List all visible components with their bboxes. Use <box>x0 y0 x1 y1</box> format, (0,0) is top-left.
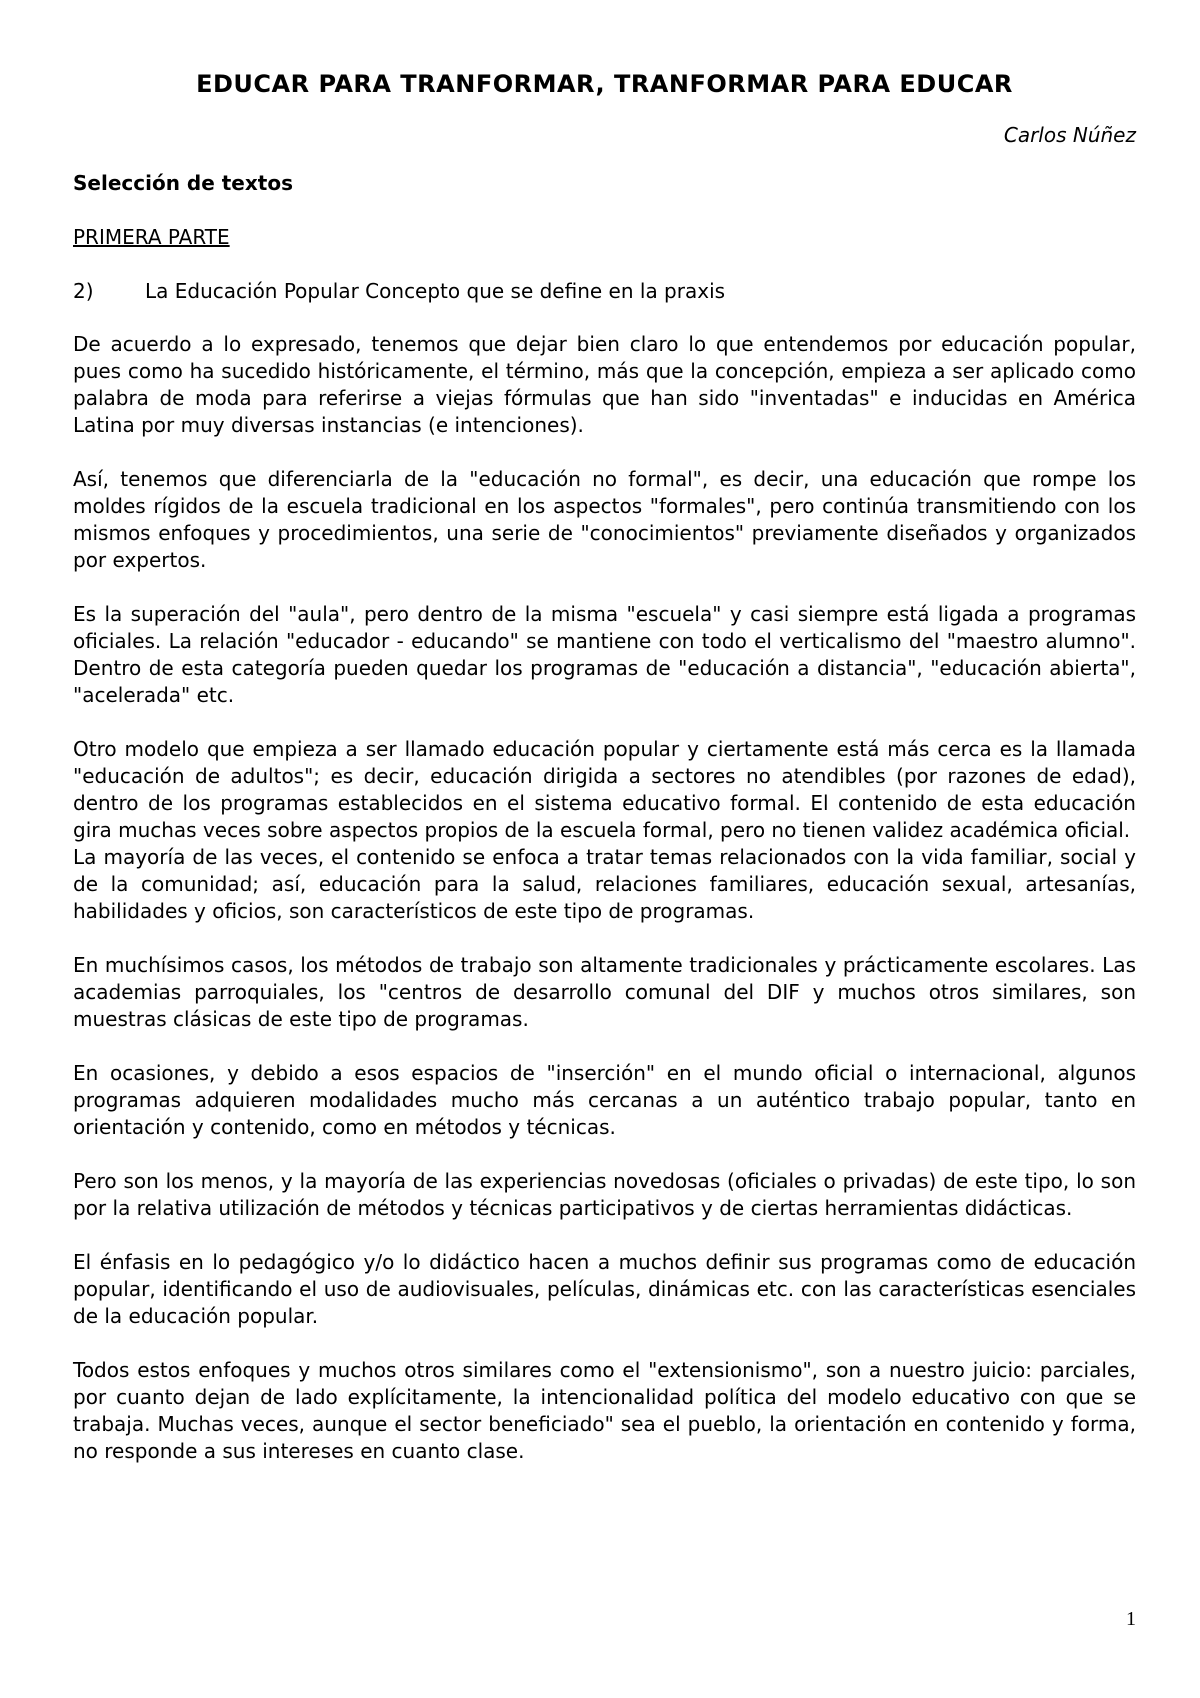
section-heading <box>73 278 1136 304</box>
document-title: EDUCAR PARA TRANFORMAR, TRANFORMAR PARA EDUCAR <box>196 70 1013 98</box>
paragraph-6: En muchísimos casos, los métodos de trabajo son altamente tradicionales y prácticamente escolares. Las academias parroquiales, los "centros de desarrollo comunal del DIF y muchos otros similares, son muestras clásicas de este tipo de programas. <box>73 953 1136 1031</box>
paragraph-4: Otro modelo que empieza a ser llamado educación popular y ciertamente está más cerca es la llamada "educación de adultos"; es decir, educación dirigida a sectores no atendibles (por razones de edad), dentro de los programas establecidos en el sistema educativo formal. El contenido de esta educación gira muchas veces sobre aspectos propios de la escuela formal, pero no tienen validez académica oficial. <box>73 737 1136 842</box>
paragraph-7: En ocasiones, y debido a esos espacios de "inserción" en el mundo oficial o internacional, algunos programas adquieren modalidades mucho más cercanas a un auténtico trabajo popular, tanto en orientación y contenido, como en métodos y técnicas. <box>73 1061 1136 1139</box>
section-title: La Educación Popular Concepto que se define en la praxis <box>145 279 726 303</box>
document-page <box>73 68 1136 1465</box>
paragraph-10: Todos estos enfoques y muchos otros similares como el "extensionismo", son a nuestro juicio: parciales, por cuanto dejan de lado explícitamente, la intencionalidad política del modelo educativo con que se trabaja. Muchas veces, aunque el sector beneficiado" sea el pueblo, la orientación en contenido y forma, no responde a sus intereses en cuanto clase. <box>73 1358 1136 1463</box>
author-name: Carlos Núñez <box>1003 123 1136 147</box>
page-number: 1 <box>1126 1608 1136 1630</box>
paragraph-9: El énfasis en lo pedagógico y/o lo didáctico hacen a muchos definir sus programas como de educación popular, identificando el uso de audiovisuales, películas, dinámicas etc. con las características esenciales de la educación popular. <box>73 1250 1136 1328</box>
section-number: 2) <box>73 279 94 303</box>
paragraph-3: Es la superación del "aula", pero dentro de la misma "escuela" y casi siempre está ligada a programas oficiales. La relación "educador - educando" se mantiene con todo el verticalismo del "maestro alumno". Dentro de esta categoría pueden quedar los programas de "educación a distancia", "educación abierta", "acelerada" etc. <box>73 602 1136 707</box>
paragraph-5: La mayoría de las veces, el contenido se enfoca a tratar temas relacionados con la vida familiar, social y de la comunidad; así, educación para la salud, relaciones familiares, educación sexual, artesanías, habilidades y oficios, son característicos de este tipo de programas. <box>73 845 1136 923</box>
paragraph-1: De acuerdo a lo expresado, tenemos que dejar bien claro lo que entendemos por educación popular, pues como ha sucedido históricamente, el término, más que la concepción, empieza a ser aplicado como palabra de moda para referirse a viejas fórmulas que han sido "inventadas" e inducidas en América Latina por muy diversas instancias (e intenciones). <box>73 332 1136 437</box>
selection-heading: Selección de textos <box>73 171 293 195</box>
paragraph-2: Así, tenemos que diferenciarla de la "educación no formal", es decir, una educación que rompe los moldes rígidos de la escuela tradicional en los aspectos "formales", pero continúa transmitiendo con los mismos enfoques y procedimientos, una serie de "conocimientos" previamente diseñados y organizados por expertos. <box>73 467 1136 572</box>
part-heading: PRIMERA PARTE <box>73 225 230 249</box>
paragraph-8: Pero son los menos, y la mayoría de las experiencias novedosas (oficiales o privadas) de este tipo, lo son por la relativa utilización de métodos y técnicas participativos y de ciertas herramientas didácticas. <box>73 1169 1136 1220</box>
